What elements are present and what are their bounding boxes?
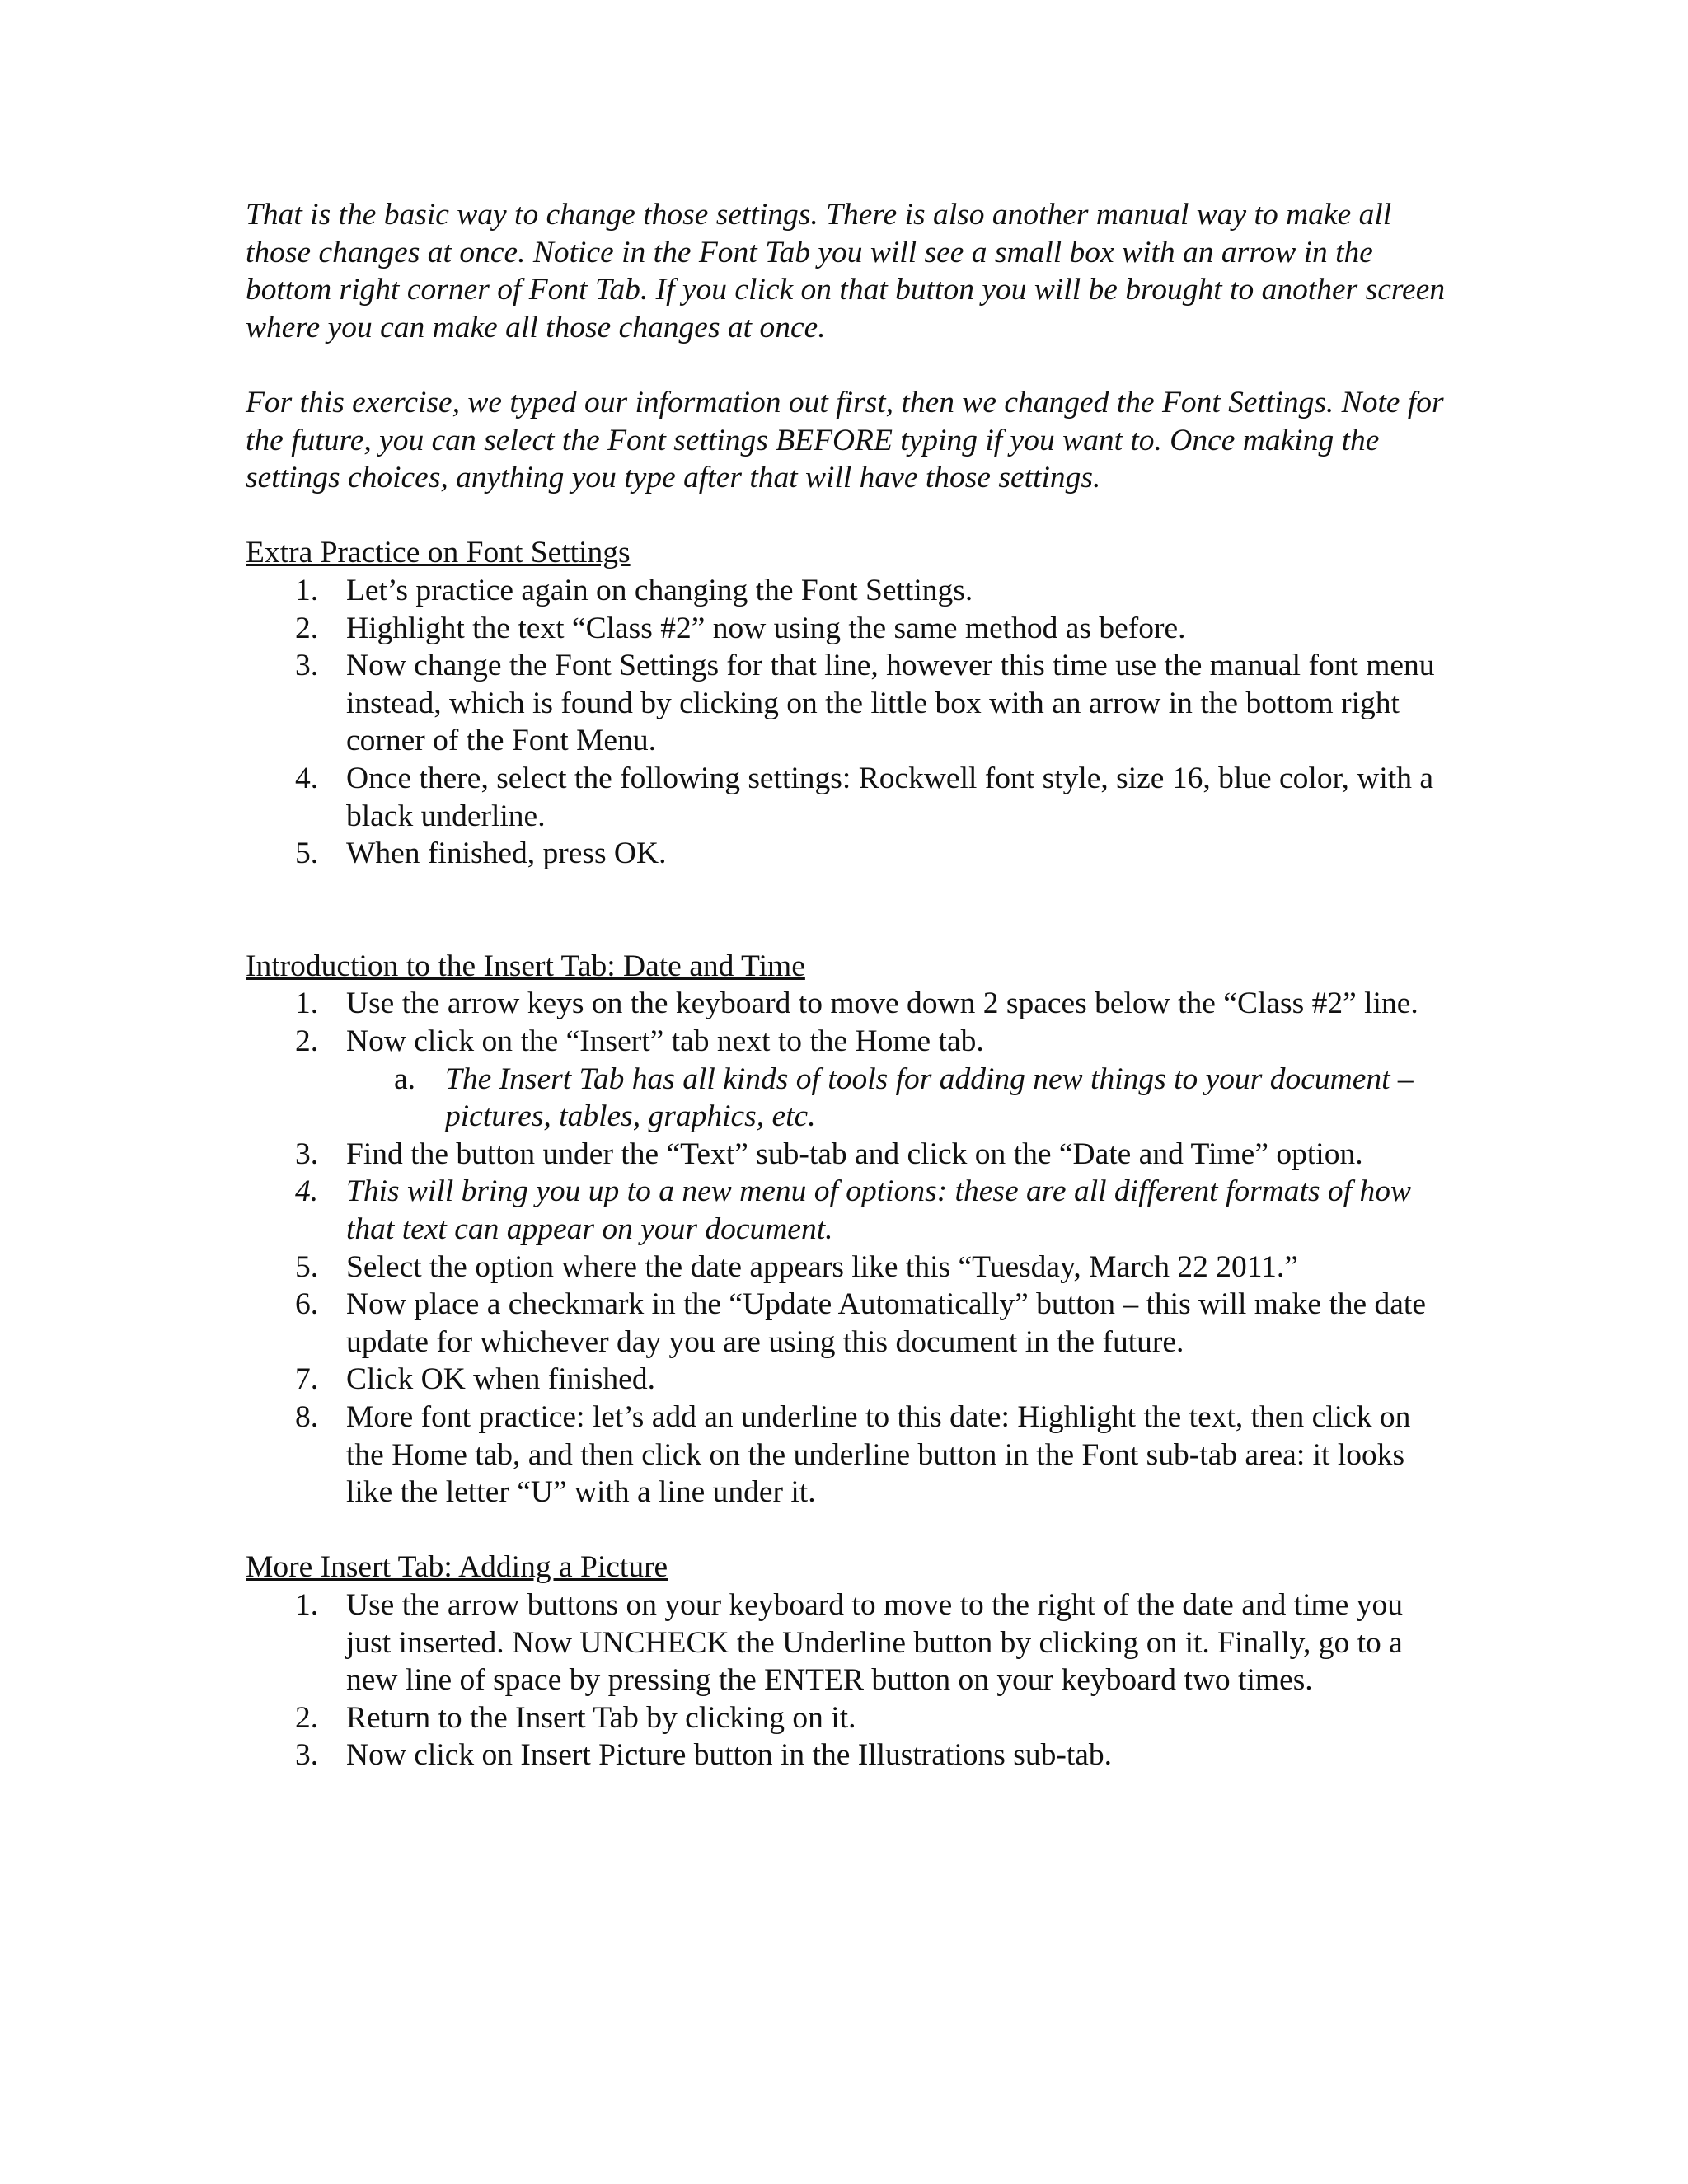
font-settings-steps [246,572,1449,873]
list-text: Use the arrow keys on the keyboard to move down 2 spaces below the “Class #2” line. [346,987,1418,1021]
list-text: Highlight the text “Class #2” now using the same method as before. [346,611,1186,645]
list-item [246,985,1449,1023]
list-number: 8. [295,1400,319,1434]
list-text: This will bring you up to a new menu of options: these are all different formats of how that text can appear on your document. [346,1174,1411,1247]
document-page [246,196,1449,1774]
list-text: Use the arrow buttons on your keyboard to move to the right of the date and time you just inserted. Now UNCHECK the Underline button by clicking on it. Finally, go to a new line of space by pressing the ENTER button on your keyboard two times. [346,1587,1403,1698]
list-item [246,610,1449,648]
list-item [246,572,1449,610]
section-heading-date-and-time: Introduction to the Insert Tab: Date and Time [246,949,805,983]
list-text: Select the option where the date appears like this “Tuesday, March 22 2011.” [346,1249,1298,1284]
list-item [246,1399,1449,1511]
list-text: The Insert Tab has all kinds of tools for adding new things to your document – pictures, tables, graphics, etc. [445,1062,1414,1134]
list-item [246,835,1449,873]
list-text: Let’s practice again on changing the Font Settings. [346,573,973,607]
list-number: 2. [295,611,319,645]
section-heading-font-settings: Extra Practice on Font Settings [246,536,631,570]
list-item [246,1173,1449,1248]
list-number: 1. [295,1587,319,1622]
list-item [246,1249,1449,1286]
list-number: 4. [295,1174,319,1209]
spacer [246,910,1449,948]
list-item [246,760,1449,835]
spacer [246,1511,1449,1549]
list-number: 5. [295,837,319,871]
list-number: 1. [295,987,319,1021]
list-number: 5. [295,1249,319,1284]
list-text: More font practice: let’s add an underline to this date: Highlight the text, then click on the Home tab, and then click on the underline button in the Font sub-tab area: it looks like the letter “U” with a line under it. [346,1400,1411,1510]
list-text: Click OK when finished. [346,1362,655,1397]
list-number: 4. [295,761,319,795]
spacer [246,346,1449,384]
list-text: Now click on the “Insert” tab next to the Home tab. [346,1024,984,1059]
adding-picture-steps [246,1586,1449,1774]
list-item [246,1023,1449,1061]
list-text: Once there, select the following settings: Rockwell font style, size 16, blue color, with a black underline. [346,761,1434,833]
list-item [246,1736,1449,1774]
date-time-steps [246,985,1449,1511]
list-number: 3. [295,1137,319,1171]
list-number: 2. [295,1024,319,1059]
list-text: When finished, press OK. [346,837,667,871]
list-text: Now place a checkmark in the “Update Automatically” button – this will make the date update for whichever day you are using this document in the future. [346,1287,1426,1359]
spacer [246,497,1449,535]
list-number: 2. [295,1700,319,1735]
list-text: Now change the Font Settings for that line, however this time use the manual font menu instead, which is found by clicking on the little box with an arrow in the bottom right corner of the Font Menu. [346,649,1435,758]
list-number: 7. [295,1362,319,1397]
list-letter: a. [394,1062,416,1096]
list-number: 6. [295,1287,319,1322]
list-text: Now click on Insert Picture button in the Illustrations sub-tab. [346,1738,1113,1773]
list-item [246,1699,1449,1737]
list-item [246,1361,1449,1399]
list-text: Find the button under the “Text” sub-tab and click on the “Date and Time” option. [346,1137,1363,1171]
list-item [246,1136,1449,1174]
list-number: 3. [295,649,319,683]
list-number: 1. [295,573,319,607]
list-item [246,1586,1449,1699]
list-text: Return to the Insert Tab by clicking on it. [346,1700,856,1735]
list-item [246,1286,1449,1361]
list-number: 3. [295,1738,319,1773]
list-subitem [246,1061,1449,1136]
section-heading-adding-picture: More Insert Tab: Adding a Picture [246,1550,668,1585]
intro-paragraph-1: That is the basic way to change those settings. There is also another manual way to make all those changes at once. Notice in the Font Tab you will see a small box with an arrow in the bottom right corner of Font Tab. If you click on that button you will be brought to another screen where you can make all those changes at once. [246,198,1446,344]
intro-paragraph-2: For this exercise, we typed our information out first, then we changed the Font Settings. Note for the future, you can select the Font settings BEFORE typing if you want to. Once making the settings choices, anything you type after that will have those settings. [246,385,1444,495]
list-item [246,647,1449,760]
spacer [246,873,1449,911]
